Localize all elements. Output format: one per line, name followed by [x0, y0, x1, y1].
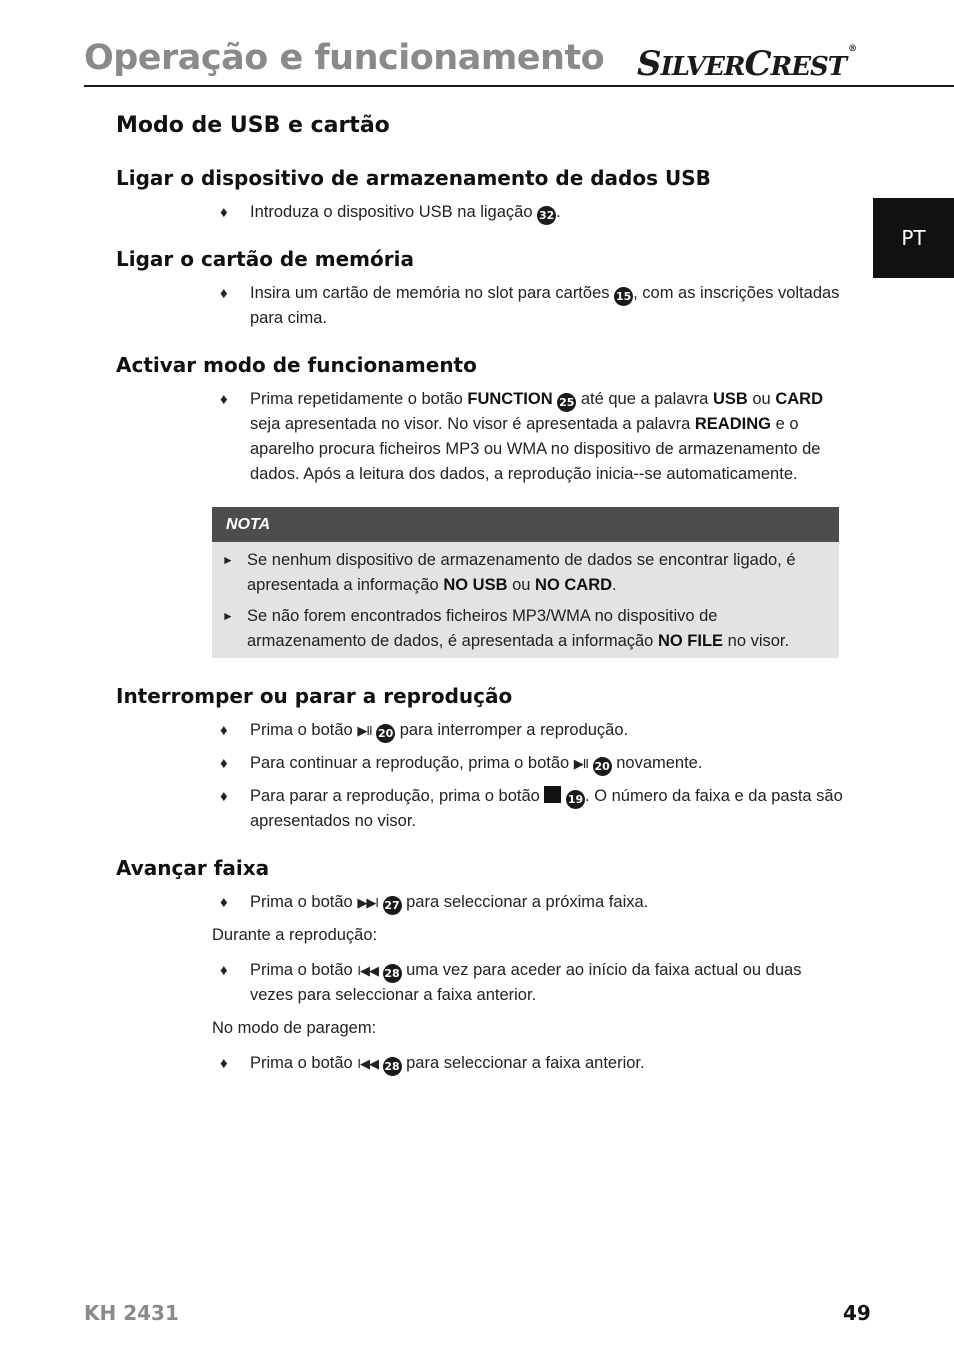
callout-number: 27: [383, 896, 402, 915]
list-item: ♦ Prima o botão ▶▶I 27 para seleccionar a próxima faixa.: [116, 890, 846, 915]
note-item: ► Se não forem encontrados ficheiros MP3/WMA no dispositivo de armazenamento de dados, é apresentada a informação NO FILE no visor.: [212, 604, 839, 654]
play-pause-icon: ▶II: [357, 723, 372, 738]
callout-number: 15: [614, 287, 633, 306]
note-item: ► Se nenhum dispositivo de armazenamento de dados se encontrar ligado, é apresentada a informação NO USB ou NO CARD.: [212, 548, 839, 598]
list-item: ♦ Prima o botão I◀◀ 28 para seleccionar a faixa anterior.: [116, 1051, 846, 1076]
page-number: 49: [843, 1301, 871, 1325]
callout-number: 28: [383, 1057, 402, 1076]
diamond-bullet-icon: ♦: [220, 285, 228, 302]
paragraph: No modo de paragem:: [212, 1019, 377, 1037]
arrow-bullet-icon: ►: [222, 553, 234, 567]
main-content: [116, 113, 846, 1084]
diamond-bullet-icon: ♦: [220, 722, 228, 739]
list-item: ♦ Prima o botão I◀◀ 28 uma vez para aceder ao início da faixa actual ou duas vezes para seleccionar a faixa anterior.: [116, 958, 846, 1008]
play-pause-icon: ▶II: [573, 756, 589, 771]
diamond-bullet-icon: ♦: [220, 788, 228, 805]
list-item: ♦ Para parar a reprodução, prima o botão 19 . O número da faixa e da pasta são apresentados no visor.: [116, 784, 846, 834]
list-item: ♦ Para continuar a reprodução, prima o botão ▶II 20 novamente.: [116, 751, 846, 776]
diamond-bullet-icon: ♦: [220, 204, 228, 221]
diamond-bullet-icon: ♦: [220, 894, 228, 911]
list-item: ♦ Prima repetidamente o botão FUNCTION 25 até que a palavra USB ou CARD seja apresentada no visor. No visor é apresentada a palavra READING e o aparelho procura ficheiros MP3 ou WMA no dispositivo de armazenamento de dados. Após a leitura dos dados, a reprodução inicia--se automaticamente.: [116, 387, 846, 487]
list-item: ♦ Insira um cartão de memória no slot para cartões 15 , com as inscrições voltadas para cima.: [116, 281, 846, 331]
skip-forward-icon: ▶▶I: [357, 895, 378, 910]
header-divider: [84, 85, 954, 87]
callout-number: 20: [376, 724, 395, 743]
diamond-bullet-icon: ♦: [220, 962, 228, 979]
section-title: Modo de USB e cartão: [116, 113, 390, 138]
card-heading: Ligar o cartão de memória: [116, 247, 414, 271]
stop-icon: [544, 786, 561, 803]
callout-number: 20: [593, 757, 612, 776]
callout-number: 19: [566, 790, 585, 809]
skip-back-icon: I◀◀: [357, 963, 378, 978]
language-tab: PT: [873, 198, 954, 278]
brand-logo: SILVERCREST®: [637, 44, 857, 84]
callout-number: 32: [537, 206, 556, 225]
paragraph: Durante a reprodução:: [212, 926, 378, 944]
activate-heading: Activar modo de funcionamento: [116, 353, 477, 377]
diamond-bullet-icon: ♦: [220, 391, 228, 408]
usb-heading: Ligar o dispositivo de armazenamento de dados USB: [116, 166, 711, 190]
page-header-title: Operação e funcionamento: [84, 38, 605, 78]
note-box: [212, 507, 839, 658]
callout-number: 25: [557, 393, 576, 412]
callout-number: 28: [383, 964, 402, 983]
interrupt-heading: Interromper ou parar a reprodução: [116, 684, 513, 708]
footer-model: KH 2431: [84, 1301, 179, 1325]
skip-back-icon: I◀◀: [357, 1056, 378, 1071]
list-item: ♦ Introduza o dispositivo USB na ligação 32 .: [116, 200, 846, 225]
arrow-bullet-icon: ►: [222, 609, 234, 623]
advance-heading: Avançar faixa: [116, 856, 270, 880]
diamond-bullet-icon: ♦: [220, 1055, 228, 1072]
list-item: ♦ Prima o botão ▶II 20 para interromper a reprodução.: [116, 718, 846, 743]
diamond-bullet-icon: ♦: [220, 755, 228, 772]
note-title: NOTA: [212, 507, 839, 542]
